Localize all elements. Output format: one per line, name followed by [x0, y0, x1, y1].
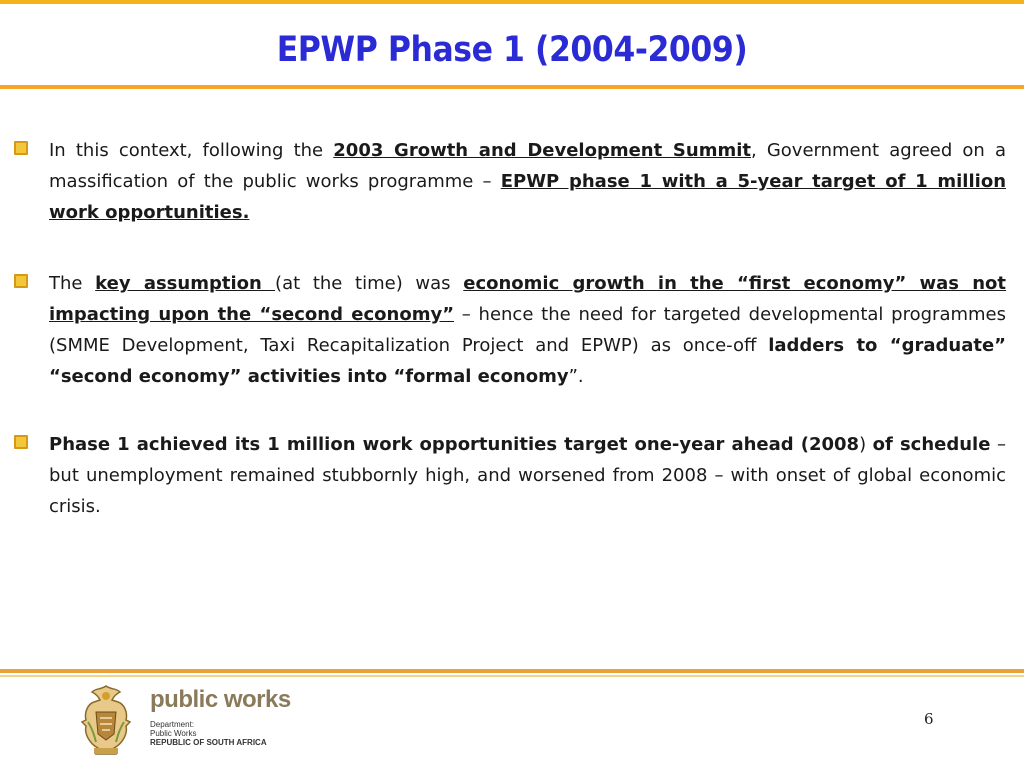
- bullet-2-text-c: – hence the need for targeted developmental programmes (SMME Development, Taxi Recapitalization Project and EPWP) as once-off: [49, 304, 1006, 356]
- bullet-square-icon: [14, 141, 28, 155]
- bullet-2-key-assumption: key assumption: [95, 273, 276, 294]
- bullet-1-text-b: , Government agreed on a massification of the public works programme –: [49, 140, 1006, 192]
- bullet-3-text: – but unemployment remained stubbornly high, and worsened from 2008 – with onset of global economic crisis.: [49, 434, 1006, 517]
- bullet-1-summit: 2003 Growth and Development Summit: [333, 140, 751, 161]
- bullet-2-text-b: (at the time) was: [275, 273, 464, 294]
- bullet-1-target: EPWP phase 1 with a 5-year target of 1 million work opportunities.: [49, 171, 1007, 223]
- bullet-3-paren: ): [859, 434, 873, 455]
- slide-content: [14, 135, 1006, 562]
- bullet-3-achieved: Phase 1 achieved its 1 million work opportunities target one-year ahead (2008: [49, 434, 860, 455]
- bullet-3-schedule: of schedule: [872, 434, 991, 455]
- public-works-logo: [74, 680, 294, 760]
- bullet-2-text-a: The: [49, 273, 96, 294]
- bullet-2-ladders: ladders to “graduate” “second economy” activities into “formal economy: [49, 335, 1006, 387]
- brand-line-republic: REPUBLIC OF SOUTH AFRICA: [150, 738, 267, 747]
- top-rule: [0, 0, 1024, 4]
- title-rule: [0, 85, 1024, 89]
- bullet-square-icon: [14, 274, 28, 288]
- bullet-1-text-a: In this context, following the: [49, 140, 334, 161]
- brand-name: public works: [150, 686, 291, 713]
- bullet-2-economy-claim: economic growth in the “first economy” was not impacting upon the “second economy”: [49, 273, 1007, 325]
- page-number: 6: [924, 710, 934, 728]
- bullet-2-text-d: ”.: [568, 366, 584, 387]
- brand-line-public-works: Public Works: [150, 729, 197, 738]
- slide-title: EPWP Phase 1 (2004-2009): [276, 30, 748, 70]
- bullet-2: [14, 268, 1006, 392]
- bullet-3: [14, 429, 1006, 522]
- brand-line-department: Department:: [150, 720, 195, 729]
- bottom-rule: [0, 669, 1024, 673]
- bullet-square-icon: [14, 435, 28, 449]
- bottom-rule-thin: [0, 675, 1024, 677]
- bullet-1: [14, 135, 1006, 228]
- coat-of-arms-icon: [74, 682, 138, 758]
